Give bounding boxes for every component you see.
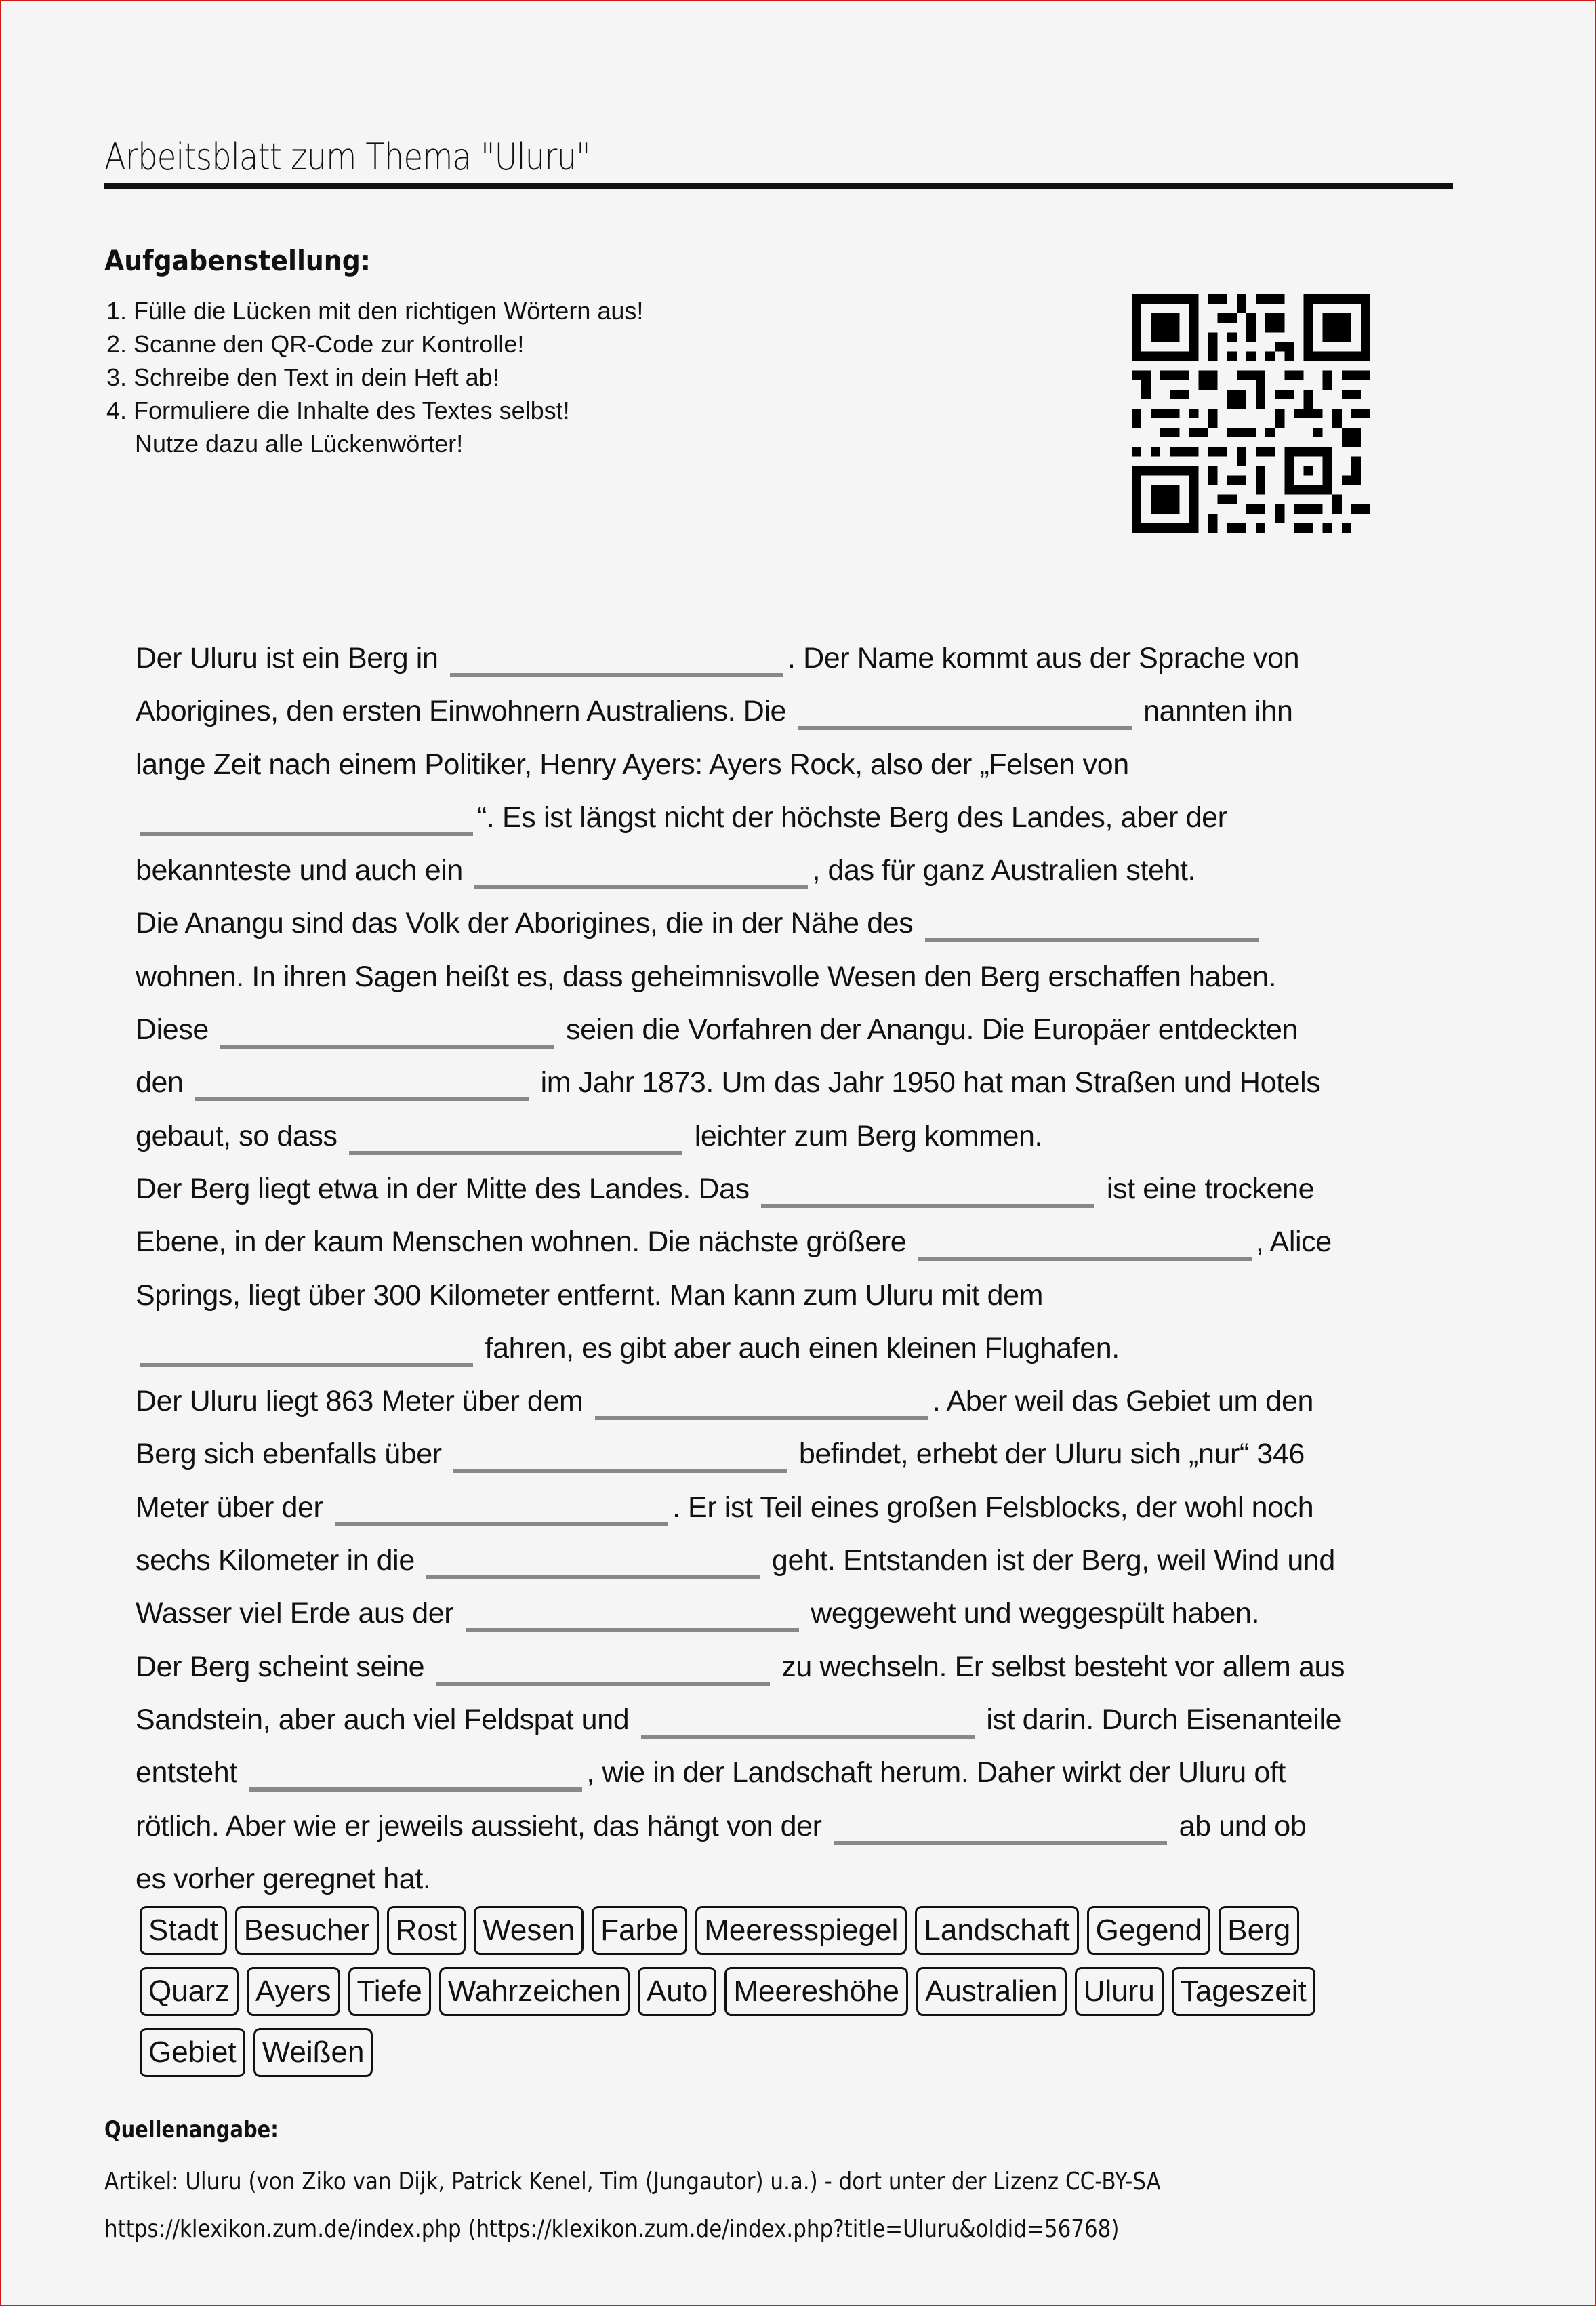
gap-blank[interactable] <box>474 861 808 889</box>
text-segment: Der Uluru ist ein Berg in <box>136 642 447 674</box>
task-heading: Aufgabenstellung: <box>104 244 371 277</box>
text-segment: entsteht <box>136 1756 245 1789</box>
text-segment: befindet, erhebt der Uluru sich „nur“ 346 <box>791 1438 1305 1471</box>
text-segment: rötlich. Aber wie er jeweils aussieht, das hängt von der <box>136 1809 830 1842</box>
gap-blank[interactable] <box>641 1710 975 1739</box>
gap-blank[interactable] <box>140 808 473 836</box>
text-line <box>136 950 1464 1003</box>
text-segment: geht. Entstanden ist der Berg, weil Wind und <box>764 1544 1335 1577</box>
word-chip: Farbe <box>592 1906 687 1955</box>
word-bank-row <box>140 2028 1427 2089</box>
word-chip: Quarz <box>140 1967 239 2016</box>
text-segment: Diese <box>136 1013 217 1047</box>
word-chip: Berg <box>1219 1906 1299 1955</box>
task-item: 4. Formuliere die Inhalte des Textes selbst! <box>106 397 570 424</box>
text-line <box>136 1853 1464 1905</box>
text-segment: leichter zum Berg kommen. <box>687 1119 1043 1152</box>
text-segment: Der Berg liegt etwa in der Mitte des Landes. Das <box>136 1172 758 1205</box>
source-article: Artikel: Uluru (von Ziko van Dijk, Patrick Kenel, Tim (Jungautor) u.a.) - dort unter der Lizenz CC-BY-SA <box>104 2168 1161 2196</box>
word-chip: Meeresspiegel <box>695 1906 907 1955</box>
gap-blank[interactable] <box>195 1073 529 1101</box>
word-chip: Gegend <box>1087 1906 1211 1955</box>
gap-blank[interactable] <box>450 649 783 677</box>
word-bank <box>140 1906 1427 2089</box>
task-item-continuation: Nutze dazu alle Lückenwörter! <box>135 430 464 458</box>
gap-blank[interactable] <box>925 914 1259 942</box>
text-segment: Sandstein, aber auch viel Feldspat und <box>136 1703 637 1736</box>
word-chip: Rost <box>387 1906 466 1955</box>
task-item: 3. Schreibe den Text in dein Heft ab! <box>106 363 499 391</box>
gap-blank[interactable] <box>140 1339 473 1367</box>
text-segment: ist darin. Durch Eisenanteile <box>978 1703 1342 1736</box>
text-segment: gebaut, so dass <box>136 1119 346 1152</box>
text-line <box>136 1003 1464 1056</box>
text-line <box>136 1746 1464 1799</box>
word-bank-row <box>140 1967 1427 2028</box>
text-line <box>136 1428 1464 1480</box>
qr-code-icon <box>1132 294 1370 533</box>
text-segment: es vorher geregnet hat. <box>136 1862 431 1895</box>
text-segment: ab und ob <box>1171 1809 1307 1842</box>
text-segment: Der Berg scheint seine <box>136 1650 432 1683</box>
word-chip: Wahrzeichen <box>439 1967 630 2016</box>
gap-blank[interactable] <box>918 1232 1252 1261</box>
text-segment: Wasser viel Erde aus der <box>136 1597 462 1630</box>
text-segment: weggeweht und weggespült haben. <box>802 1597 1260 1630</box>
text-line <box>136 1587 1464 1640</box>
text-line <box>136 1693 1464 1746</box>
text-line <box>136 844 1464 897</box>
text-line <box>136 1640 1464 1693</box>
text-segment: zu wechseln. Er selbst besteht vor allem aus <box>773 1650 1345 1683</box>
word-chip: Stadt <box>140 1906 227 1955</box>
word-chip: Australien <box>916 1967 1067 2016</box>
gap-blank[interactable] <box>466 1604 799 1632</box>
text-segment: Ebene, in der kaum Menschen wohnen. Die nächste größere <box>136 1226 914 1259</box>
text-segment: wohnen. In ihren Sagen heißt es, dass geheimnisvolle Wesen den Berg erschaffen haben. <box>136 960 1277 993</box>
gap-blank[interactable] <box>834 1817 1167 1845</box>
gap-blank[interactable] <box>798 702 1132 730</box>
word-chip: Wesen <box>474 1906 584 1955</box>
text-segment: Der Uluru liegt 863 Meter über dem <box>136 1385 591 1418</box>
text-segment: fahren, es gibt aber auch einen kleinen Flughafen. <box>477 1331 1120 1364</box>
task-item: 1. Fülle die Lücken mit den richtigen Wörtern aus! <box>106 297 644 325</box>
gap-text <box>136 632 1464 1905</box>
text-segment: . Er ist Teil eines großen Felsblocks, der wohl noch <box>672 1491 1314 1524</box>
text-line <box>136 1375 1464 1428</box>
gap-blank[interactable] <box>349 1127 682 1155</box>
gap-blank[interactable] <box>761 1179 1094 1208</box>
gap-blank[interactable] <box>249 1763 582 1792</box>
page-title: Arbeitsblatt zum Thema "Uluru" <box>104 136 590 178</box>
text-line <box>136 1534 1464 1587</box>
text-segment: nannten ihn <box>1135 695 1293 728</box>
text-segment: Aborigines, den ersten Einwohnern Australiens. Die <box>136 695 794 728</box>
text-line <box>136 1162 1464 1215</box>
word-chip: Landschaft <box>915 1906 1078 1955</box>
text-line <box>136 1269 1464 1322</box>
text-segment: , wie in der Landschaft herum. Daher wirkt der Uluru oft <box>586 1756 1286 1789</box>
word-chip: Ayers <box>247 1967 340 2016</box>
text-segment: lange Zeit nach einem Politiker, Henry Ayers: Ayers Rock, also der „Felsen von <box>136 748 1129 781</box>
task-list <box>106 294 643 460</box>
word-chip: Tageszeit <box>1172 1967 1315 2016</box>
text-segment: Meter über der <box>136 1491 331 1524</box>
gap-blank[interactable] <box>453 1444 787 1473</box>
text-line <box>136 1800 1464 1853</box>
word-chip: Auto <box>638 1967 717 2016</box>
text-segment: im Jahr 1873. Um das Jahr 1950 hat man Straßen und Hotels <box>533 1066 1321 1099</box>
gap-blank[interactable] <box>335 1498 668 1526</box>
word-chip: Uluru <box>1075 1967 1164 2016</box>
text-segment: , das für ganz Australien steht. <box>812 854 1196 887</box>
gap-blank[interactable] <box>220 1020 554 1049</box>
sources-heading: Quellenangabe: <box>104 2116 279 2143</box>
gap-blank[interactable] <box>436 1657 770 1686</box>
text-line <box>136 1215 1464 1268</box>
text-line <box>136 685 1464 737</box>
text-line <box>136 1481 1464 1534</box>
text-line <box>136 738 1464 791</box>
text-line <box>136 791 1464 844</box>
text-segment: Berg sich ebenfalls über <box>136 1438 450 1471</box>
text-segment: Springs, liegt über 300 Kilometer entfernt. Man kann zum Uluru mit dem <box>136 1278 1044 1312</box>
text-line <box>136 1110 1464 1162</box>
text-line <box>136 897 1464 950</box>
text-segment: ist eine trockene <box>1099 1172 1315 1205</box>
text-segment: bekannteste und auch ein <box>136 854 471 887</box>
word-chip: Tiefe <box>348 1967 431 2016</box>
text-segment: , Alice <box>1255 1226 1332 1259</box>
text-segment: den <box>136 1066 192 1099</box>
task-item: 2. Scanne den QR-Code zur Kontrolle! <box>106 330 525 358</box>
text-segment: “. Es ist längst nicht der höchste Berg des Landes, aber der <box>477 801 1227 834</box>
text-segment: . Der Name kommt aus der Sprache von <box>787 642 1300 674</box>
text-segment: . Aber weil das Gebiet um den <box>932 1385 1313 1418</box>
gap-blank[interactable] <box>595 1392 928 1420</box>
text-segment: sechs Kilometer in die <box>136 1544 423 1577</box>
text-segment: seien die Vorfahren der Anangu. Die Europäer entdeckten <box>558 1013 1298 1047</box>
word-chip: Meereshöhe <box>724 1967 908 2016</box>
word-bank-row <box>140 1906 1427 1967</box>
word-chip: Besucher <box>235 1906 379 1955</box>
title-divider <box>104 183 1453 189</box>
text-line <box>136 1056 1464 1109</box>
word-chip: Gebiet <box>140 2028 245 2077</box>
gap-blank[interactable] <box>426 1551 760 1579</box>
text-line <box>136 1322 1464 1375</box>
source-url: https://klexikon.zum.de/index.php (https://klexikon.zum.de/index.php?title=Uluru&oldid=56768) <box>104 2215 1120 2243</box>
text-segment: Die Anangu sind das Volk der Aborigines, die in der Nähe des <box>136 907 921 940</box>
word-chip: Weißen <box>253 2028 373 2077</box>
text-line <box>136 632 1464 685</box>
